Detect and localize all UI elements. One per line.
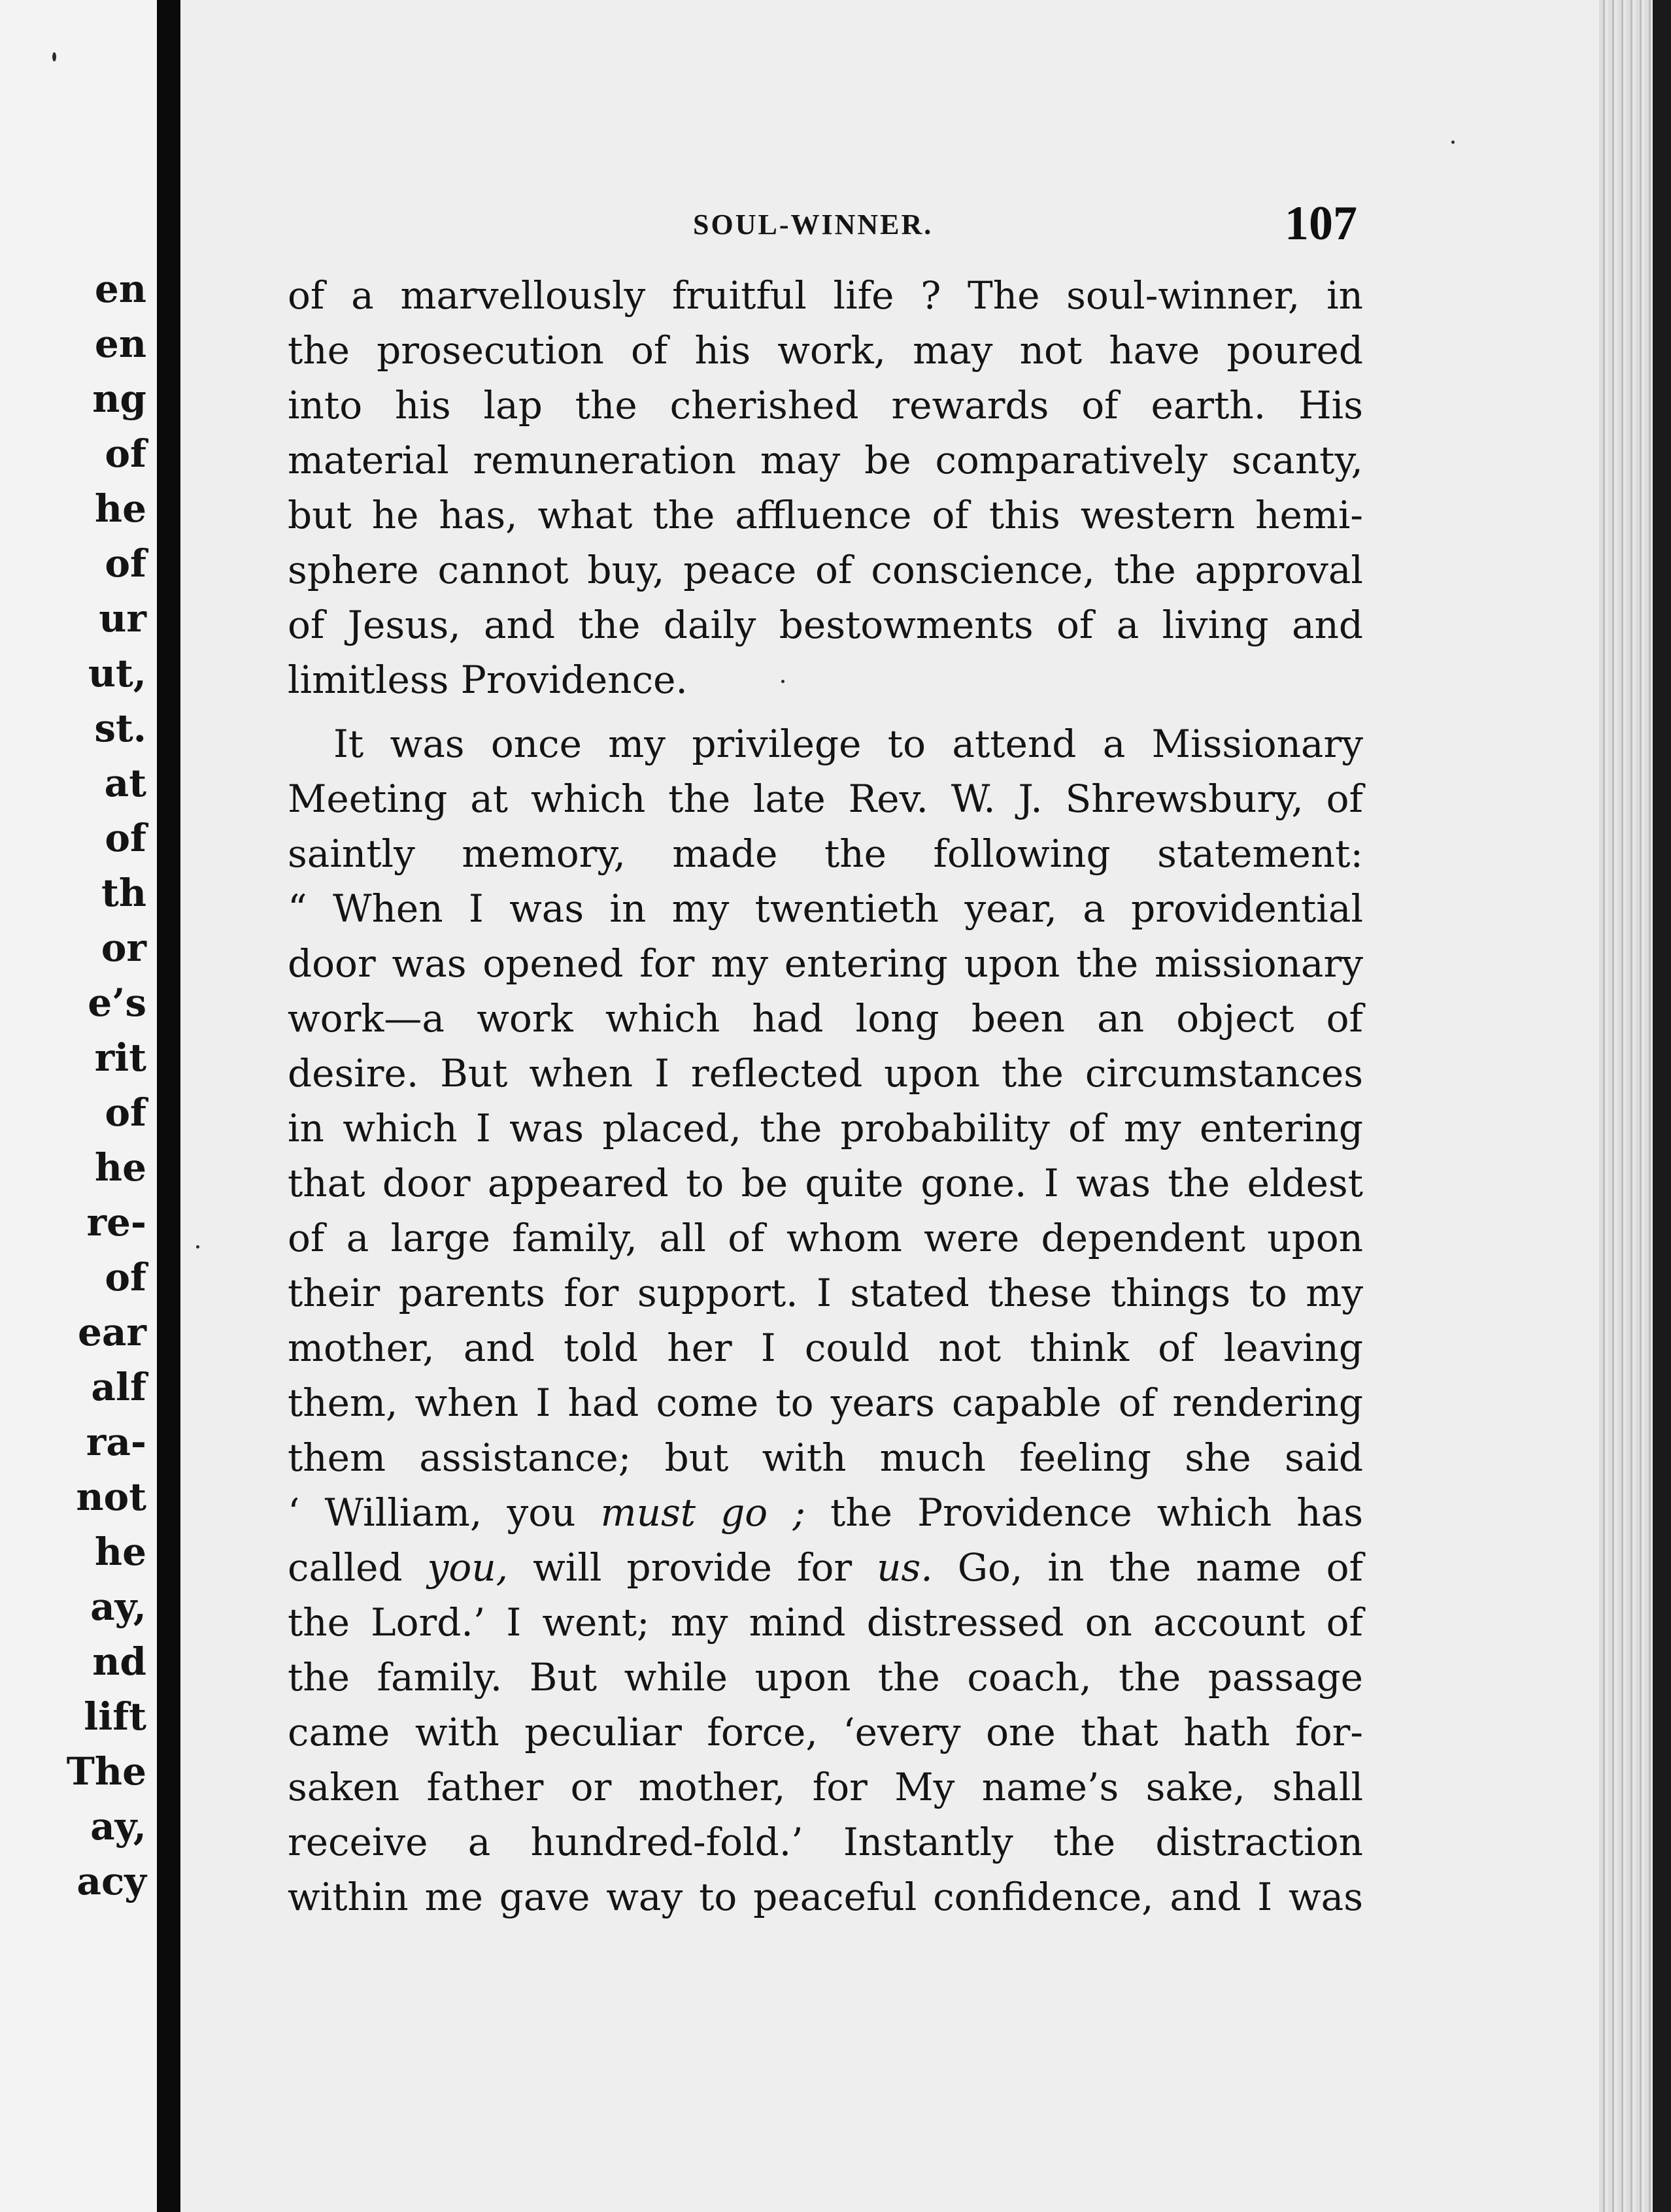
facing-page-fragment: alf [91,1365,146,1409]
facing-page [0,0,157,2212]
facing-page-fragment: of [105,1090,146,1135]
text-line [288,1540,1363,1595]
text-line: desire. But when I reflected upon the circumstances [288,1051,1363,1096]
facing-page-fragment: st. [94,706,146,750]
facing-page-fragment: of [105,1255,146,1299]
text-line: saintly memory, made the following statement: [288,831,1363,876]
paragraph-2 [288,716,1363,1924]
facing-page-fragment: ut, [88,651,146,695]
facing-page-fragment: ay, [90,1584,146,1629]
text-line: work—a work which had long been an object of [288,996,1363,1041]
text-line: sphere cannot buy, peace of conscience, the approval [288,548,1363,592]
scan-speck [52,52,56,61]
text-line: of a large family, all of whom were dependent upon [288,1216,1363,1260]
facing-page-fragment: nd [92,1639,146,1684]
text-line [288,1485,1363,1540]
text-line: them, when I had come to years capable of rendering [288,1381,1363,1425]
facing-page-fragment: ur [99,596,146,641]
text-line: It was once my privilege to attend a Missionary [333,722,1363,766]
text-line: of a marvellously fruitful life ? The soul-winner, in [288,273,1363,318]
facing-page-fragment: of [105,541,146,586]
text-line: into his lap the cherished rewards of earth. His [288,383,1363,427]
facing-page-fragment: ng [92,377,146,421]
text-line: but he has, what the affluence of this western hemi- [288,493,1363,537]
scan-speck [781,680,785,683]
facing-page-fragment: ra- [86,1420,146,1464]
facing-page-fragment: ay, [90,1804,146,1849]
text-line: door was opened for my entering upon the missionary [288,941,1363,986]
facing-page-text-fragments [16,261,146,1909]
text-line: saken father or mother, for My name’s sake, shall [288,1765,1363,1809]
text-line: that door appeared to be quite gone. I was the eldest [288,1161,1363,1205]
text-line: came with peculiar force, ‘every one that hath for- [288,1710,1363,1754]
facing-page-fragment: he [94,486,146,531]
paragraph-1 [288,268,1363,707]
text-line: material remuneration may be comparatively scanty, [288,438,1363,482]
text-line: limitless Providence. [288,658,688,702]
facing-page-fragment: e’s [88,980,146,1025]
italic-segment: us. [877,1545,933,1590]
italic-segment: must go ; [600,1490,805,1535]
facing-page-fragment: of [105,816,146,860]
italic-segment: you, [427,1545,509,1590]
facing-page-fragment: The [66,1749,146,1794]
scan-speck [1451,141,1455,144]
scan-speck [196,1245,199,1248]
facing-page-fragment: he [94,1145,146,1190]
facing-page-fragment: of [105,431,146,476]
facing-page-fragment: lift [84,1694,146,1739]
text-segment: the Providence which has [805,1490,1364,1535]
text-line: the prosecution of his work, may not have poured [288,328,1363,373]
text-line: “ When I was in my twentieth year, a providential [288,886,1363,931]
text-line: Meeting at which the late Rev. W. J. Shrewsbury, of [288,777,1363,821]
text-line: the Lord.’ I went; my mind distressed on account of [288,1600,1363,1645]
text-segment: Go, in the name of [932,1545,1363,1590]
page-edge-shadow [1653,0,1671,2212]
text-line: the family. But while upon the coach, the passage [288,1655,1363,1700]
text-line: in which I was placed, the probability of my entering [288,1106,1363,1150]
facing-page-fragment: ear [77,1310,146,1354]
text-line: mother, and told her I could not think of leaving [288,1326,1363,1370]
facing-page-fragment: en [94,322,146,366]
text-segment: called [288,1545,428,1590]
facing-page-fragment: he [94,1530,146,1574]
page-number: 107 [1285,197,1357,250]
body-text [288,268,1363,1924]
text-segment: will provide for [508,1545,877,1590]
facing-page-fragment: acy [76,1859,146,1903]
text-line: them assistance; but with much feeling she said [288,1435,1363,1480]
facing-page-fragment: re- [86,1200,146,1245]
facing-page-fragment: en [94,267,146,311]
running-head: SOUL-WINNER. [693,209,934,241]
text-line: receive a hundred-fold.’ Instantly the distraction [288,1820,1363,1864]
facing-page-fragment: at [104,761,146,805]
facing-page-fragment: rit [94,1035,146,1080]
text-line: their parents for support. I stated these things to my [288,1271,1363,1315]
facing-page-fragment: th [101,871,146,915]
book-gutter [157,0,180,2212]
facing-page-fragment: or [101,926,146,970]
text-segment: ‘ William, you [288,1490,601,1535]
text-line: of Jesus, and the daily bestowments of a living and [288,603,1363,647]
facing-page-fragment: not [76,1475,146,1519]
text-line: within me gave way to peaceful confidence, and I was [288,1875,1363,1919]
